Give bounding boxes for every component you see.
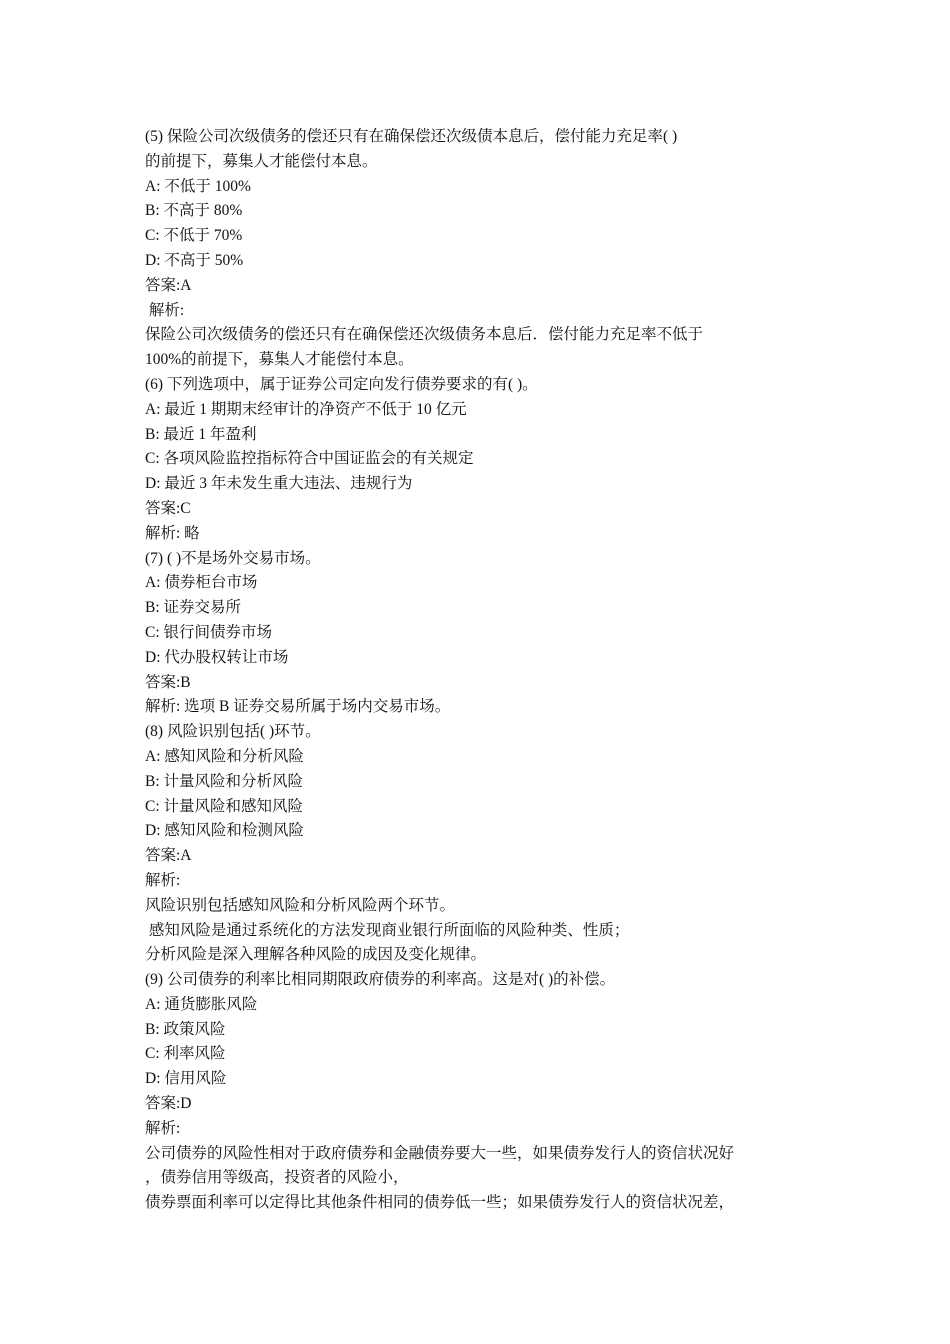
q9-option-d: D: 信用风险: [145, 1070, 227, 1088]
q8-option-a: A: 感知风险和分析风险: [145, 747, 304, 765]
q5-analysis-line-1: 保险公司次级债务的偿还只有在确保偿还次级债务本息后．偿付能力充足率不低于: [145, 326, 704, 344]
q8-answer: 答案:A: [145, 847, 192, 865]
q5-question-line-2: 的前提下，募集人才能偿付本息。: [145, 152, 378, 170]
q8-analysis-line-3: 分析风险是深入理解各种风险的成因及变化规律。: [145, 946, 487, 964]
q9-option-a: A: 通货膨胀风险: [145, 995, 258, 1013]
q6-option-b: B: 最近 1 年盈利: [145, 425, 257, 443]
q8-option-c: C: 计量风险和感知风险: [145, 797, 304, 815]
q6-option-c: C: 各项风险监控指标符合中国证监会的有关规定: [145, 450, 474, 468]
q6-option-a: A: 最近 1 期期末经审计的净资产不低于 10 亿元: [145, 400, 467, 418]
q5-answer: 答案:A: [145, 276, 192, 294]
q9-analysis-line-1: 公司债券的风险性相对于政府债券和金融债券要大一些，如果债券发行人的资信状况好: [145, 1144, 735, 1162]
document-page: [145, 125, 805, 1216]
q6-option-d: D: 最近 3 年未发生重大违法、违规行为: [145, 475, 413, 493]
q7-option-d: D: 代办股权转让市场: [145, 648, 289, 666]
q9-analysis-line-3: 债券票面利率可以定得比其他条件相同的债券低一些；如果债券发行人的资信状况差，: [145, 1194, 735, 1212]
q5-option-c: C: 不低于 70%: [145, 227, 243, 245]
q9-question: (9) 公司债券的利率比相同期限政府债券的利率高。这是对( )的补偿。: [145, 971, 616, 989]
q9-option-c: C: 利率风险: [145, 1045, 226, 1063]
q8-analysis-label: 解析:: [145, 871, 181, 889]
q5-option-a: A: 不低于 100%: [145, 177, 251, 195]
q8-question: (8) 风险识别包括( )环节。: [145, 723, 321, 741]
q7-question: (7) ( )不是场外交易市场。: [145, 549, 321, 567]
q5-analysis-label: 解析:: [145, 301, 185, 319]
q5-analysis-line-2: 100%的前提下，募集人才能偿付本息。: [145, 351, 414, 369]
q6-question: (6) 下列选项中，属于证券公司定向发行债券要求的有( )。: [145, 375, 538, 393]
q7-option-c: C: 银行间债券市场: [145, 623, 273, 641]
q6-answer: 答案:C: [145, 499, 191, 517]
q8-analysis-line-1: 风险识别包括感知风险和分析风险两个环节。: [145, 896, 456, 914]
q6-analysis: 解析: 略: [145, 524, 200, 542]
q8-option-d: D: 感知风险和检测风险: [145, 822, 304, 840]
q9-option-b: B: 政策风险: [145, 1020, 226, 1038]
q5-question-line-1: (5) 保险公司次级债务的偿还只有在确保偿还次级债本息后，偿付能力充足率( ): [145, 128, 678, 145]
q9-answer: 答案:D: [145, 1095, 192, 1113]
q7-option-b: B: 证券交易所: [145, 599, 242, 617]
q7-option-a: A: 债券柜台市场: [145, 574, 258, 592]
q7-answer: 答案:B: [145, 673, 191, 691]
q9-analysis-label: 解析:: [145, 1119, 181, 1137]
q8-option-b: B: 计量风险和分析风险: [145, 772, 304, 790]
q8-analysis-line-2: 感知风险是通过系统化的方法发现商业银行所面临的风险种类、性质；: [145, 921, 630, 939]
q7-analysis: 解析: 选项 B 证券交易所属于场内交易市场。: [145, 698, 451, 716]
q9-analysis-line-2: ，债券信用等级高，投资者的风险小，: [145, 1169, 409, 1187]
q5-option-d: D: 不高于 50%: [145, 251, 244, 269]
q5-option-b: B: 不高于 80%: [145, 202, 243, 220]
